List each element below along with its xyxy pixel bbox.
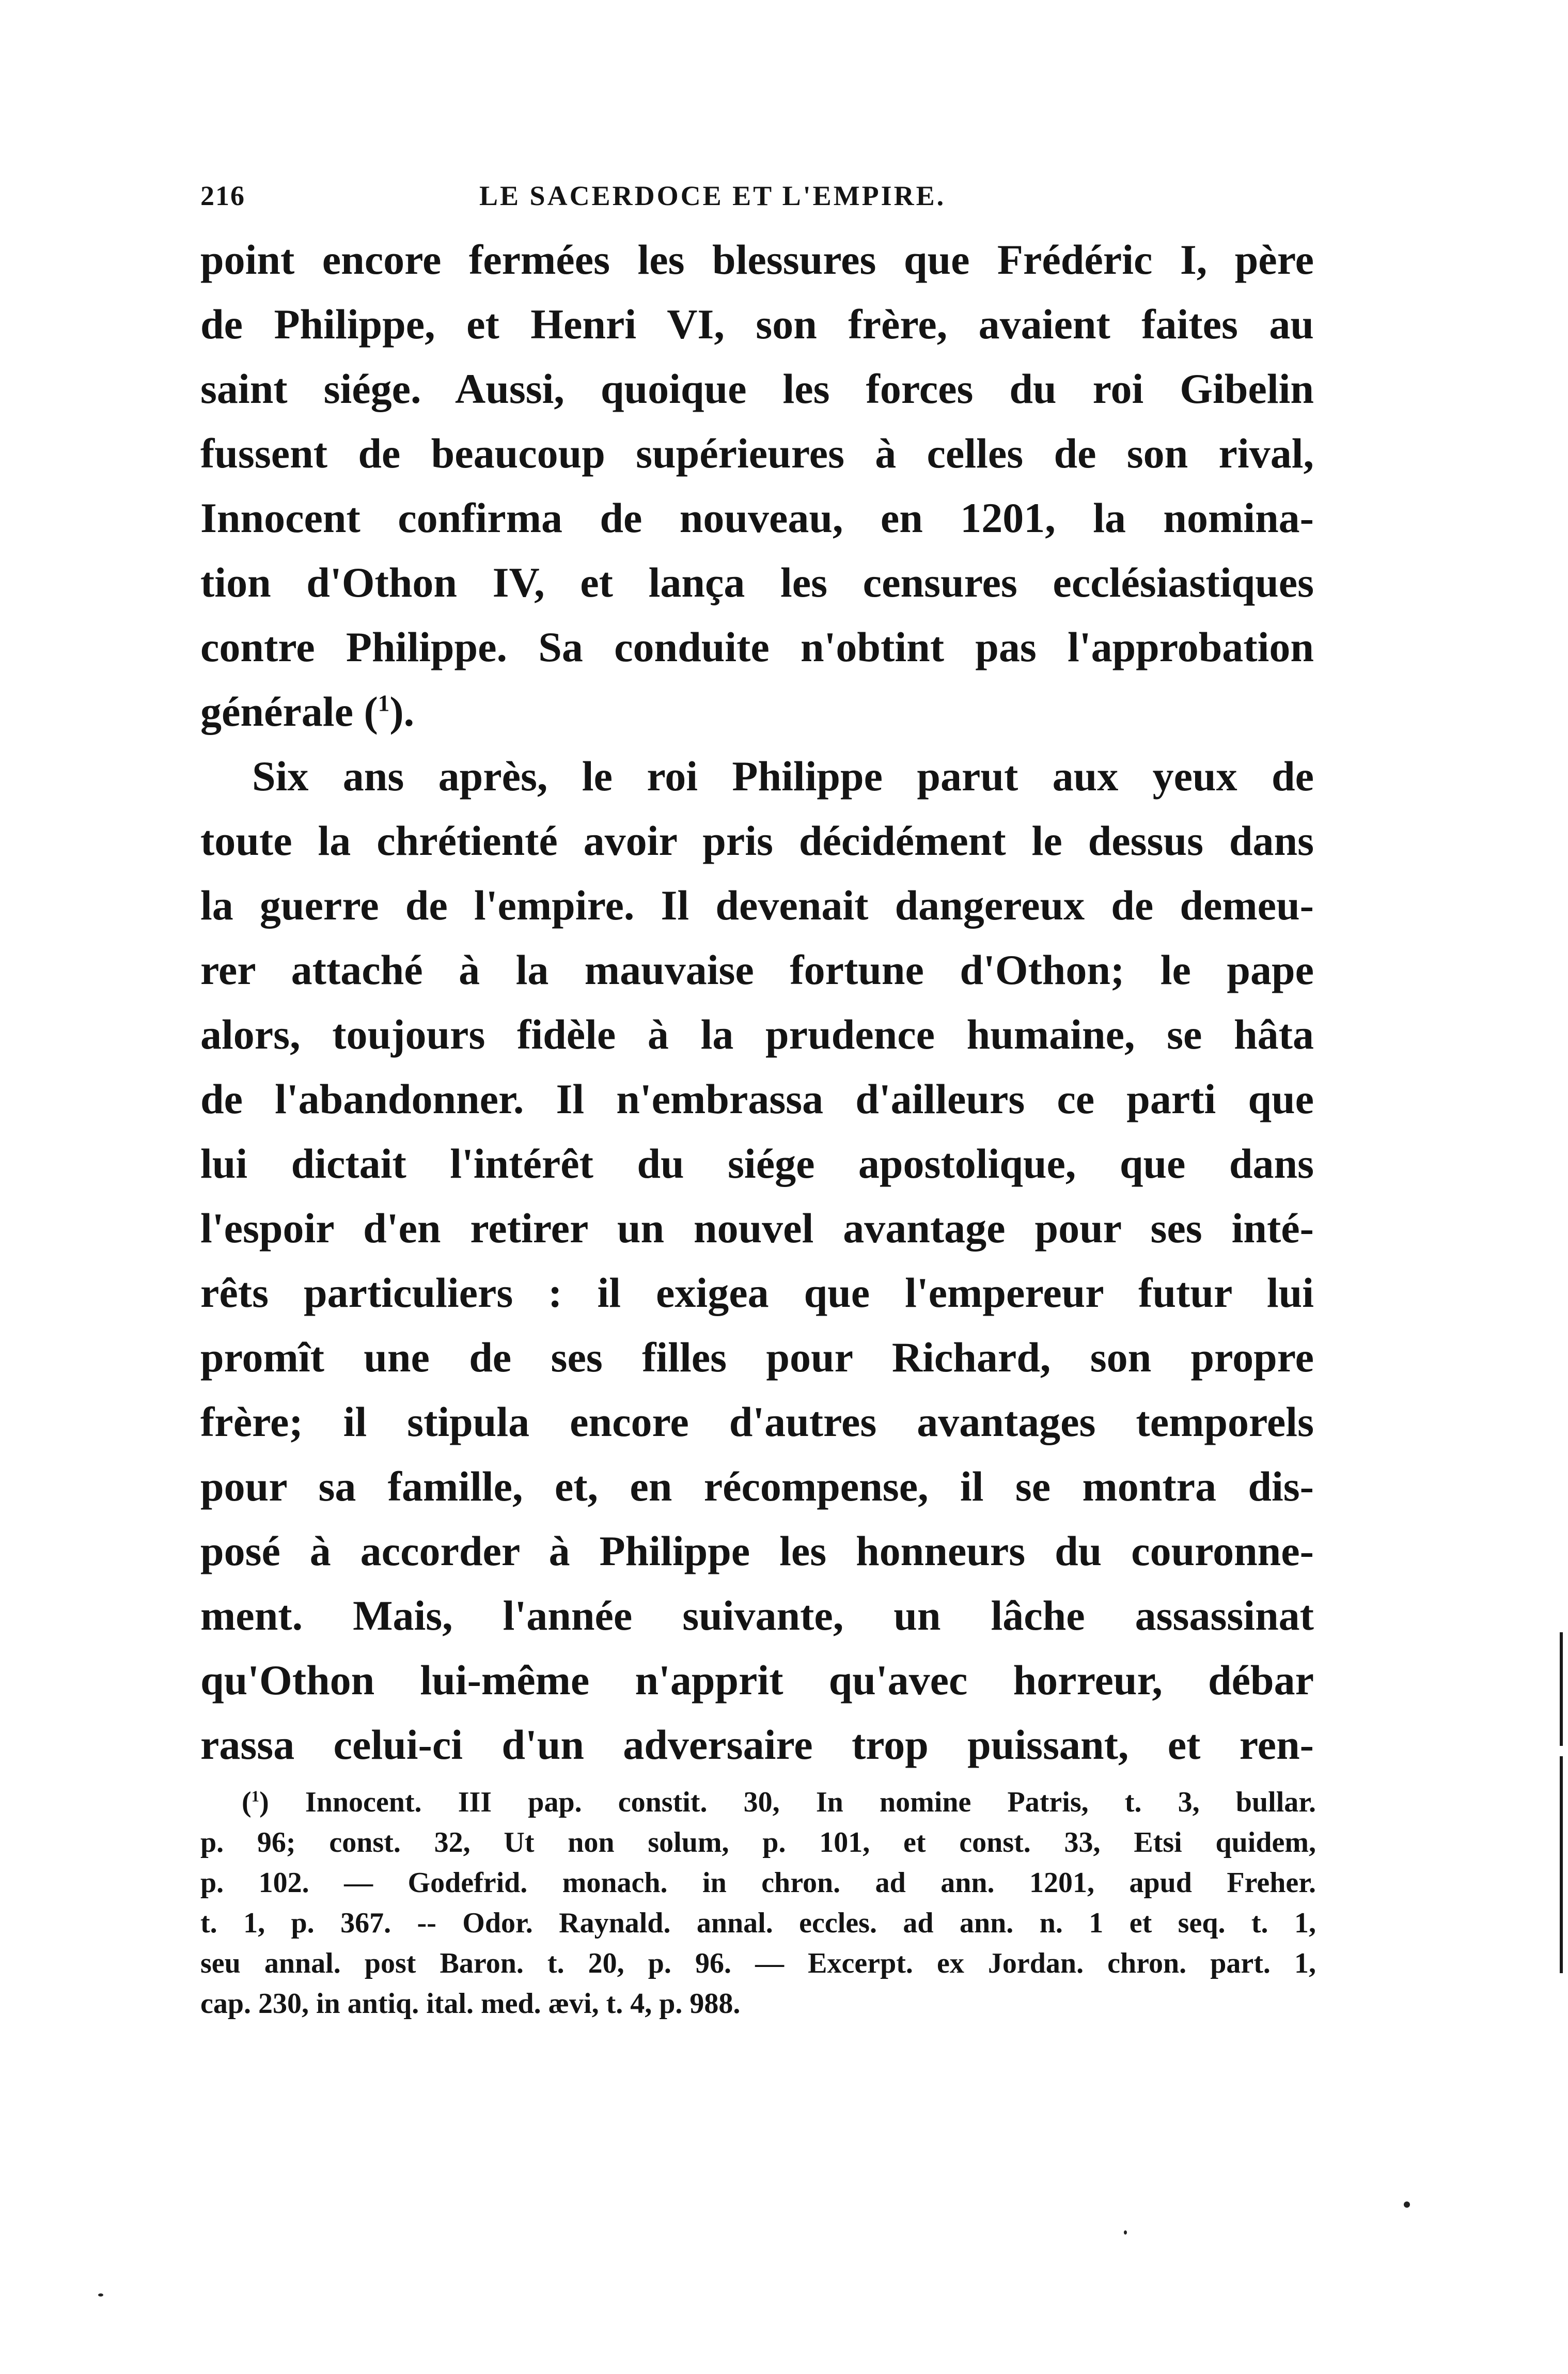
text-fragment: ). (389, 688, 415, 735)
text-line: promît une de ses filles pour Richard, son propre (200, 1334, 1314, 1381)
footnote-line: p. 102. — Godefrid. monach. in chron. ad ann. 1201, apud Freher. (200, 1867, 1316, 1899)
text-line: de Philippe, et Henri VI, son frère, avaient faites au (200, 301, 1314, 348)
text-line: Innocent confirma de nouveau, en 1201, la nomina- (200, 494, 1314, 541)
text-line: fussent de beaucoup supérieures à celles de son rival, (200, 430, 1314, 477)
text-line (200, 679, 1314, 744)
text-line: de l'abandonner. Il n'embrassa d'ailleurs ce parti que (200, 1075, 1314, 1122)
scan-edge-mark (1560, 1632, 1563, 1746)
text-line: Six ans après, le roi Philippe parut aux yeux de (252, 753, 1314, 800)
text-line: l'espoir d'en retirer un nouvel avantage pour ses inté- (200, 1205, 1314, 1252)
scan-speck (1404, 2201, 1410, 2208)
main-text (200, 227, 1314, 1777)
footnote-line: p. 96; const. 32, Ut non solum, p. 101, et const. 33, Etsi quidem, (200, 1826, 1316, 1858)
text-line: alors, toujours fidèle à la prudence humaine, se hâta (200, 1011, 1314, 1058)
text-line: la guerre de l'empire. Il devenait dangereux de demeu- (200, 882, 1314, 929)
text-line: tion d'Othon IV, et lança les censures ecclésiastiques (200, 559, 1314, 606)
footnote-text: Innocent. III pap. constit. 30, In nomine Patris, t. 3, bullar. (305, 1786, 1316, 1818)
footnote (200, 1782, 1316, 2024)
scan-speck (1124, 2230, 1127, 2235)
text-line: ment. Mais, l'année suivante, un lâche assassinat (200, 1592, 1314, 1639)
text-line: qu'Othon lui-même n'apprit qu'avec horreur, débar (200, 1657, 1314, 1704)
footnote-reference: 1 (378, 690, 390, 716)
text-line: frère; il stipula encore d'autres avantages temporels (200, 1398, 1314, 1445)
text-line: rer attaché à la mauvaise fortune d'Othon; le pape (200, 946, 1314, 993)
text-line: contre Philippe. Sa conduite n'obtint pas l'approbation (200, 623, 1314, 670)
running-title: LE SACERDOCE ET L'EMPIRE. (479, 180, 946, 211)
page-number: 216 (200, 180, 245, 211)
text-line: lui dictait l'intérêt du siége apostolique, que dans (200, 1140, 1314, 1187)
text-line: posé à accorder à Philippe les honneurs du couronne- (200, 1527, 1314, 1574)
running-head (200, 180, 1312, 221)
footnote-line: ($^1$) Innocent. III pap. constit. 30, In nomine Patris, t. 3, bullar. (242, 1786, 1316, 1818)
text-line: saint siége. Aussi, quoique les forces du roi Gibelin (200, 365, 1314, 412)
footnote-line: t. 1, p. 367. -- Odor. Raynald. annal. eccles. ad ann. n. 1 et seq. t. 1, (200, 1907, 1316, 1939)
text-fragment: générale ( (200, 688, 378, 735)
text-line: rassa celui-ci d'un adversaire trop puissant, et ren- (200, 1721, 1314, 1768)
text-line: pour sa famille, et, en récompense, il se montra dis- (200, 1463, 1314, 1510)
text-line: rêts particuliers : il exigea que l'empereur futur lui (200, 1269, 1314, 1316)
scan-edge-mark (1560, 1756, 1563, 1973)
footnote-marker: 1 (251, 1787, 260, 1805)
footnote-line: cap. 230, in antiq. ital. med. ævi, t. 4, p. 988. (200, 1988, 741, 2020)
text-line: point encore fermées les blessures que Frédéric I, père (200, 236, 1314, 283)
text-line: toute la chrétienté avoir pris décidément le dessus dans (200, 817, 1314, 864)
scan-speck (98, 2293, 103, 2297)
footnote-line: seu annal. post Baron. t. 20, p. 96. — Excerpt. ex Jordan. chron. part. 1, (200, 1947, 1316, 1979)
